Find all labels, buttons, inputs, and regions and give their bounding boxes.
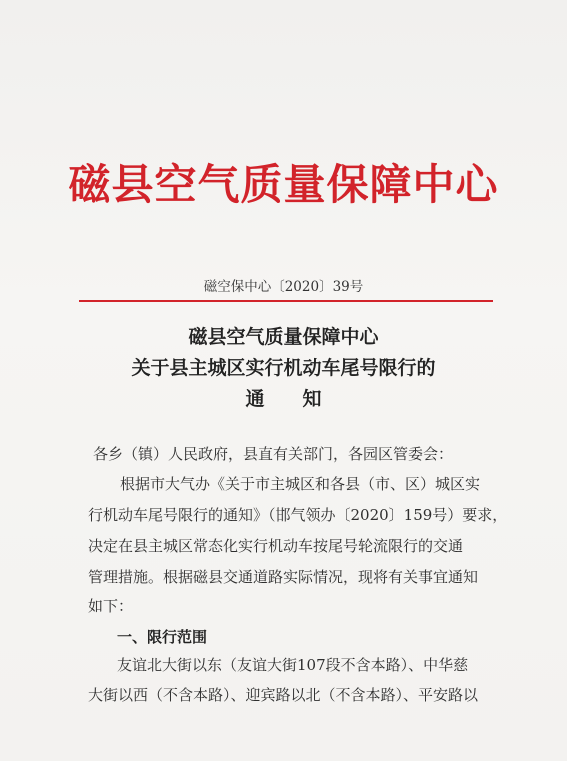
red-divider-rule xyxy=(79,300,493,302)
notice-title-line-1: 磁县空气质量保障中心 xyxy=(188,326,379,348)
paragraph-line: 行机动车尾号限行的通知》（邯气领办〔2020〕159号）要求， xyxy=(88,506,508,524)
document-number: 磁空保中心〔2020〕39号 xyxy=(203,279,364,295)
masthead-title: 磁县空气质量保障中心 xyxy=(68,160,499,209)
paragraph-line: 友谊北大街以东（友谊大街107段不含本路）、中华慈 xyxy=(117,656,469,674)
paragraph-line: 决定在县主城区常态化实行机动车按尾号轮流限行的交通 xyxy=(88,537,464,555)
notice-title-line-3: 通 知 xyxy=(245,388,322,410)
addressee-line: 各乡（镇）人民政府，县直有关部门，各园区管委会： xyxy=(93,445,454,463)
section-heading: 一、限行范围 xyxy=(117,628,208,646)
paragraph-line: 大街以西（不含本路）、迎宾路以北（不含本路）、平安路以 xyxy=(88,686,479,704)
paragraph-line: 管理措施。根据磁县交通道路实际情况，现将有关事宜通知 xyxy=(88,568,479,586)
paragraph-line: 如下： xyxy=(88,597,134,615)
paragraph-line: 根据市大气办《关于市主城区和各县（市、区）城区实 xyxy=(120,475,481,493)
notice-title-line-2: 关于县主城区实行机动车尾号限行的 xyxy=(131,357,436,379)
